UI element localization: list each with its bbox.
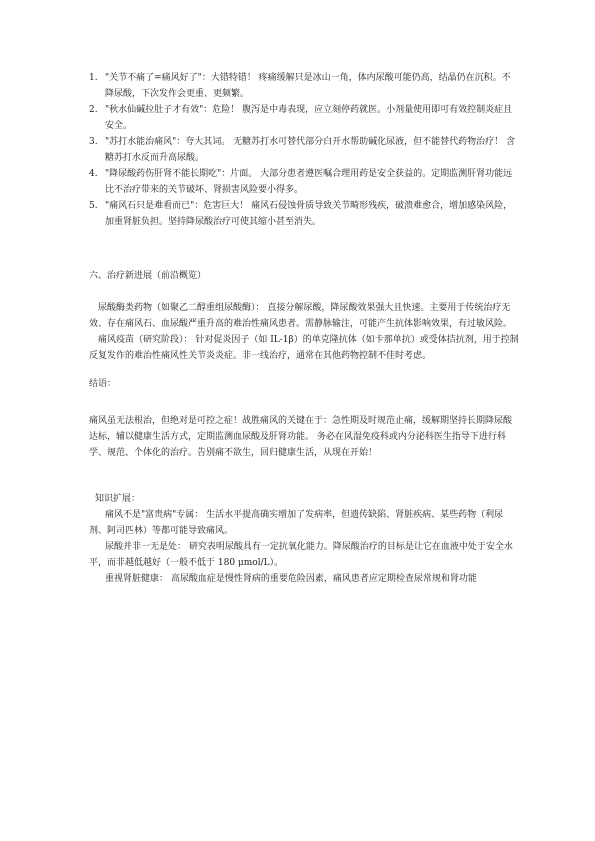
myth-number: 1. [89,73,98,83]
knowledge-extension [89,491,519,587]
myth-item-3 [89,134,519,166]
myth-item-5 [89,198,519,230]
section-body [89,300,519,364]
myth-text: "关节不痛了=痛风好了"：大错特错！ 疼痛缓解只是冰山一角，体内尿酸可能仍高，结晶仍在沉积。不降尿酸，下次发作会更重、更频繁。 [105,73,511,99]
section-heading: 六、治疗新进展（前沿概览） [89,271,207,281]
myth-number: 2. [89,105,98,115]
paragraph-urate-oxidase: 尿酸酶类药物（如聚乙二醇重组尿酸酶）： 直接分解尿酸，降尿酸效果强大且快速。主要用于传统治疗无效、存在痛风石、血尿酸严重升高的难治性痛风患者。需静脉输注，可能产生抗体影响效果，有过敏风险。 [89,303,513,329]
knowledge-heading: 知识扩展： [95,494,141,504]
myth-text: "苏打水能治痛风"：夸大其词。 无糖苏打水可替代部分白开水帮助碱化尿液，但不能替代药物治疗！ 含糖苏打水反而升高尿酸。 [105,137,516,163]
knowledge-item: 尿酸并非一无是处： 研究表明尿酸具有一定抗氧化能力。降尿酸治疗的目标是让它在血液中处于安全水平，而非越低越好（一般不低于 180 μmol/L）。 [89,542,513,568]
conclusion-label: 结语： [89,379,117,389]
myth-number: 4. [89,169,98,179]
conclusion-paragraph: 痛风虽无法根治，但绝对是可控之症！战胜痛风的关键在于：急性期及时规范止痛，缓解期坚持长期降尿酸达标，辅以健康生活方式，定期监测血尿酸及肝肾功能。 务必在风湿免疫科或内分泌科医生指导下进行科学、规范、个体化的治疗。告别痛不欲生，回归健康生活，从现在开始！ [89,416,513,458]
myth-item-1 [89,70,519,102]
knowledge-item: 痛风不是"富贵病"专属： 生活水平提高确实增加了发病率，但遗传缺陷、肾脏疾病、某些药物（利尿剂、阿司匹林）等都可能导致痛风。 [89,510,504,536]
myth-text: "秋水仙碱拉肚子才有效"：危险！ 腹泻是中毒表现，应立刻停药就医。小剂量使用即可有效控制炎症且安全。 [105,105,513,131]
myths-list [89,70,519,230]
knowledge-item: 重视肾脏健康： 高尿酸血症是慢性肾病的重要危险因素，痛风患者应定期检查尿常规和肾功能 [105,574,477,584]
myth-number: 3. [89,137,98,147]
myth-item-4 [89,166,519,198]
myth-text: "降尿酸药伤肝肾不能长期吃"：片面。 大部分患者遵医嘱合理用药是安全获益的。定期监测肝肾功能远比不治疗带来的关节破坏、肾损害风险要小得多。 [105,169,513,195]
paragraph-gout-vaccine: 痛风疫苗（研究阶段）： 针对促炎因子（如 IL-1β）的单克隆抗体（如卡那单抗）或受体拮抗剂，用于控制反复发作的难治性痛风性关节炎炎症。非一线治疗，通常在其他药物控制不佳时考虑。 [89,335,519,361]
myth-number: 5. [89,201,98,211]
myth-text: "痛风石只是难看而已"：危害巨大！ 痛风石侵蚀骨质导致关节畸形残疾，破溃难愈合，增加感染风险，加重肾脏负担。坚持降尿酸治疗可使其缩小甚至消失。 [105,201,513,227]
myth-item-2 [89,102,519,134]
